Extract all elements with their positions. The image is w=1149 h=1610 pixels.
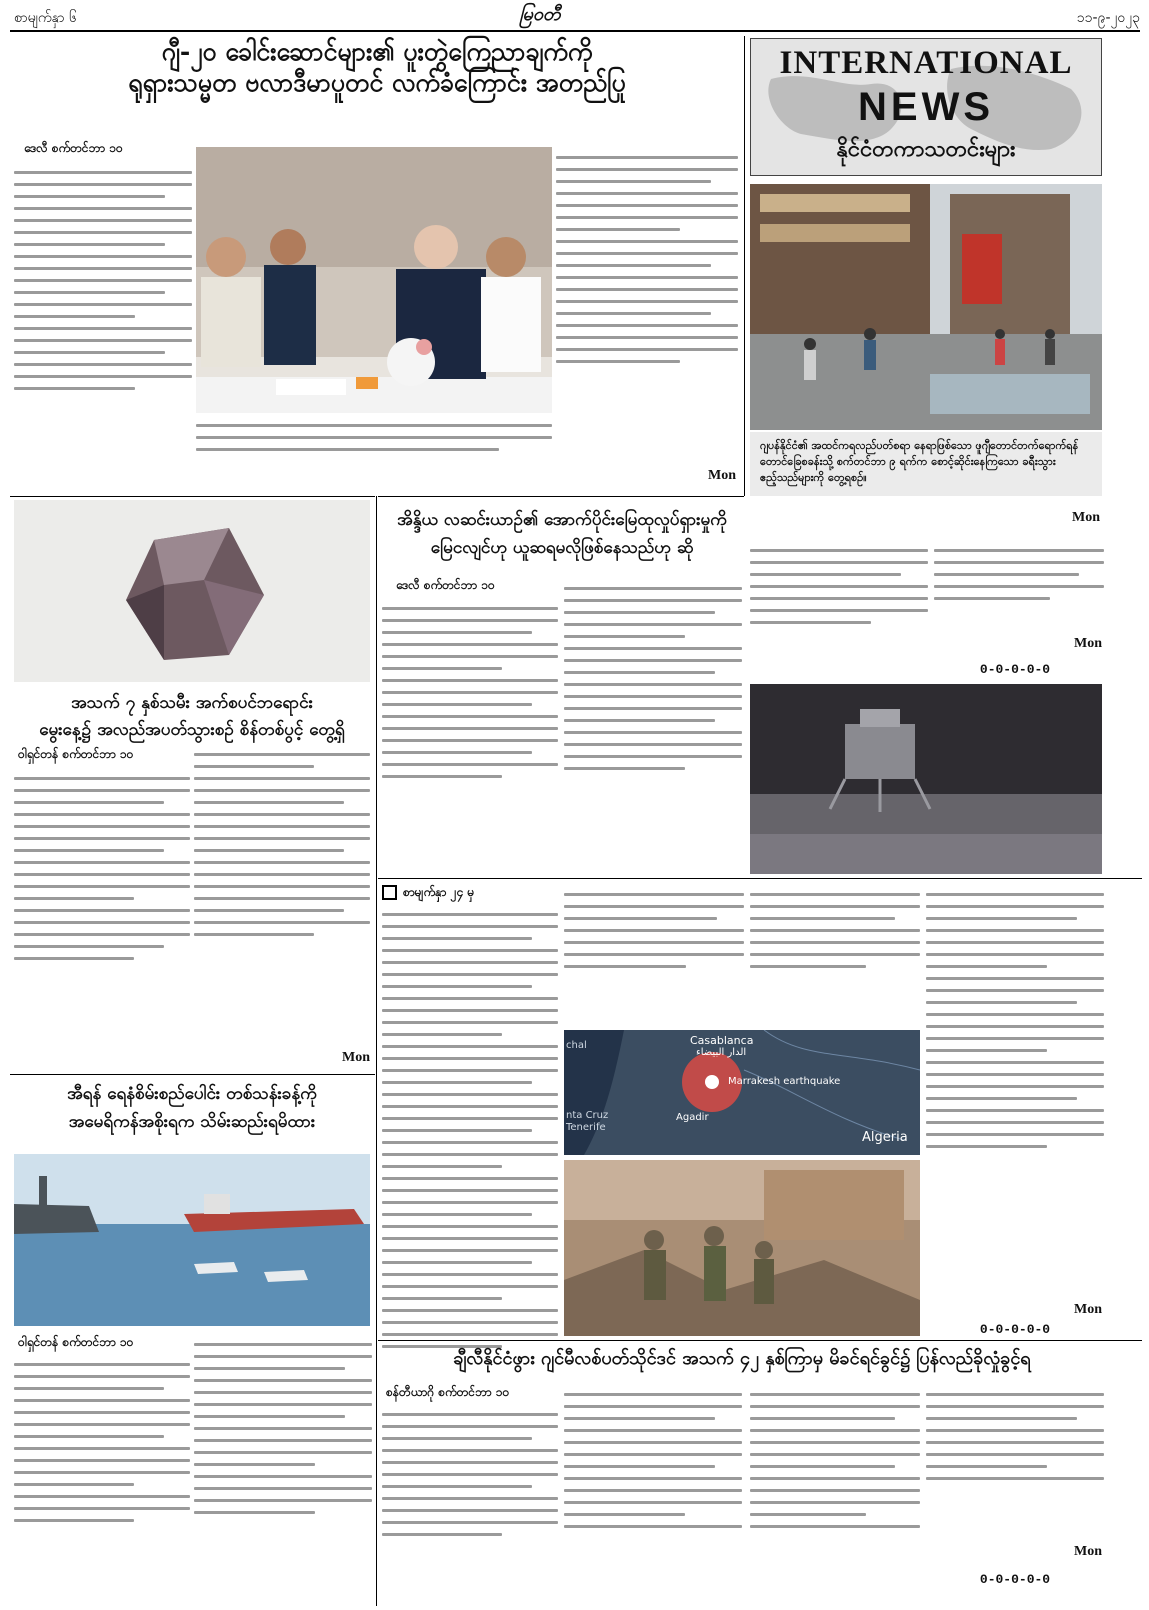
- diamond-dateline: ဝါရှင်တန် စက်တင်ဘာ ၁၀: [18, 747, 134, 761]
- india-headline-line1: အိန္ဒိယ လဆင်းယာဉ်၏ အောက်ပိုင်းမြေထုလှုပ်ရှားမှုကို: [397, 510, 727, 530]
- morocco-continued-text: စာမျက်နှာ ၂၄ မှ: [403, 885, 475, 899]
- india-end-mark: 0-0-0-0-0: [979, 662, 1051, 677]
- divider: [378, 878, 1142, 879]
- chile-byline: Mon: [1074, 1544, 1102, 1559]
- iran-body-col2: [194, 1334, 372, 1596]
- map-label-algeria: Algeria: [862, 1130, 908, 1145]
- tanker-seizure-photo: [14, 1154, 370, 1326]
- divider: [10, 1074, 375, 1075]
- header-rule: [10, 30, 1140, 32]
- map-label-casablanca-arabic: الدار البيضاء: [696, 1047, 747, 1058]
- issue-date: ၁၁-၉-၂၀၂၃: [1076, 10, 1140, 26]
- lunar-lander-photo: [750, 684, 1102, 874]
- india-headline-line2: မြေငလျင်ဟု ယူဆရမလိုဖြစ်နေသည်ဟု ဆို: [430, 538, 694, 559]
- morocco-end-mark: 0-0-0-0-0: [979, 1322, 1051, 1337]
- morocco-earthquake-map: [564, 1030, 920, 1155]
- japan-caption-text: ဂျပန်နိုင်ငံ၏ အထင်ကရလည်ပတ်စရာ နေရာဖြစ်သော ဖူဂျီတောင်တက်ရောက်ရန် တောင်ခြေစခန်းသို့ စက်တင်ဘာ ၉ ရက်က စောင့်ဆိုင်းနေကြသော ခရီးသွားဧည့်သည်များကို တွေ့ရစဉ်။: [760, 439, 1079, 484]
- japan-byline: Mon: [1072, 510, 1100, 525]
- diamond-body-col1: [14, 768, 190, 1040]
- divider: [378, 496, 744, 497]
- chile-headline: ချီလီနိုင်ငံဖွား ဂျင်မီလစ်ပတ်သိုင်ဒင် အသက် ၄၂ နှစ်ကြာမှ မိခင်ရင်ခွင်၌ ပြန်လည်ခိုလှုံခွင့်ရ: [453, 1348, 1031, 1369]
- morocco-body-col2: [564, 884, 744, 1022]
- diamond-headline: [14, 690, 370, 744]
- japan-caption: [750, 432, 1102, 496]
- diamond-headline-line2: မွေးနေ့၌ အလည်အပတ်သွားစဉ် စိန်တစ်ပွင့် တွေ့ရှိ: [39, 720, 345, 741]
- divider: [10, 496, 375, 497]
- column-divider: [744, 36, 745, 496]
- morocco-body-col4: [926, 884, 1104, 1294]
- chile-end-mark: 0-0-0-0-0: [979, 1572, 1051, 1587]
- chile-body-col4: [926, 1384, 1104, 1534]
- iran-headline: [14, 1080, 370, 1136]
- banner-international: INTERNATIONAL: [779, 45, 1073, 81]
- earthquake-rescue-photo: [564, 1160, 920, 1336]
- masthead-logo: မြဝတီ: [519, 4, 561, 25]
- india-dateline: ဒေလီ စက်တင်ဘာ ၁၀: [396, 578, 495, 592]
- chile-dateline: စန်တီယာဂို စက်တင်ဘာ ၁၀: [386, 1385, 510, 1399]
- iran-headline-line1: အီရန် ရေနံစိမ်းစည်ပေါင်း တစ်သန်းခန့်ကို: [67, 1084, 317, 1104]
- iran-dateline: ဝါရှင်တန် စက်တင်ဘာ ၁၀: [18, 1335, 134, 1349]
- diamond-headline-line1: အသက် ၇ နှစ်သမီး အက်စပင်ဘရောင်း: [71, 693, 313, 713]
- iran-body-col1: [14, 1354, 190, 1594]
- g20-headline-line2: ရုရှားသမ္မတ ဗလာဒီမာပူတင် လက်ခံကြောင်း အတည်ပြု: [128, 68, 626, 98]
- map-label-casablanca: Casablanca: [690, 1034, 754, 1047]
- international-news-banner: [750, 38, 1102, 176]
- morocco-byline: Mon: [1074, 1302, 1102, 1317]
- g20-byline: Mon: [708, 468, 736, 483]
- column-divider: [376, 496, 377, 1606]
- g20-body-under-photo: [196, 415, 552, 475]
- india-body-col4: [934, 540, 1104, 632]
- india-body-col2: [564, 578, 742, 874]
- india-byline: Mon: [1074, 636, 1102, 651]
- banner-myanmar-title: နိုင်ငံတကာသတင်းများ: [836, 137, 1016, 162]
- india-body-col3: [750, 540, 928, 668]
- divider: [378, 1340, 1142, 1341]
- mount-fuji-station-photo: [750, 184, 1102, 430]
- map-label-agadir: Agadir: [676, 1112, 709, 1123]
- g20-dateline: ဒေလီ စက်တင်ဘာ ၁၀: [24, 141, 123, 155]
- morocco-body-col3: [750, 884, 920, 1022]
- banner-news: NEWS: [858, 85, 994, 129]
- g20-body-col1: [14, 162, 192, 474]
- chile-body-col1: [382, 1404, 558, 1600]
- map-label-marrakesh: Marrakesh earthquake: [728, 1076, 841, 1087]
- g20-body-col3: [556, 147, 738, 462]
- diamond-body-col2: [194, 744, 370, 1034]
- chile-body-col3: [750, 1384, 920, 1600]
- pink-diamond-photo: [14, 500, 370, 682]
- map-label-west-1: chal: [566, 1040, 587, 1051]
- morocco-continued: [382, 884, 558, 902]
- map-label-west-3: Tenerife: [566, 1122, 606, 1133]
- iran-headline-line2: အမေရိကန်အစိုးရက သိမ်းဆည်းရမိထား: [68, 1112, 316, 1133]
- diamond-byline: Mon: [342, 1050, 370, 1065]
- g20-summit-photo: [196, 147, 552, 413]
- section-label: စာမျက်နှာ ၆: [14, 10, 77, 26]
- india-body-col1: [382, 598, 558, 874]
- map-label-west-2: nta Cruz: [566, 1110, 609, 1121]
- g20-headline: [14, 36, 740, 99]
- box-marker-icon: [382, 885, 397, 900]
- chile-body-col2: [564, 1384, 742, 1600]
- g20-headline-line1: ဂျီ-၂၀ ခေါင်းဆောင်များ၏ ပူးတွဲကြေညာချက်ကို: [161, 37, 593, 66]
- india-headline: [380, 506, 744, 562]
